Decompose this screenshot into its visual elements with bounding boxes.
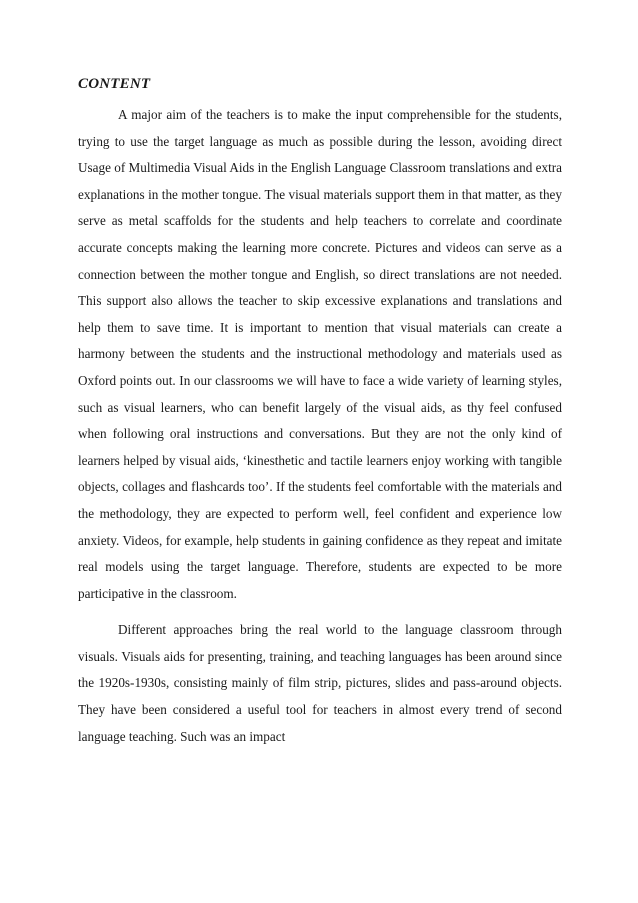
- document-body: [78, 74, 562, 750]
- section-heading: CONTENT: [78, 76, 151, 92]
- paragraph-1: A major aim of the teachers is to make the input comprehensible for the students, trying to use the target language as much as possible during the lesson, avoiding direct Usage of Multimedia Visual Aids in the English Language Classroom translations and extra explanations in the mother tongue. The visual materials support them in that matter, as they serve as metal scaffolds for the students and help teachers to correlate and coordinate accurate concepts making the learning more concrete. Pictures and videos can serve as a connection between the mother tongue and English, so direct translations are not needed. This support also allows the teacher to skip excessive explanations and translations and help them to save time. It is important to mention that visual materials can create a harmony between the students and the instructional methodology and materials used as Oxford points out. In our classrooms we will have to face a wide variety of learning styles, such as visual learners, who can benefit largely of the visual aids, as thy feel confused when following oral instructions and conversations. But they are not the only kind of learners helped by visual aids, ‘kinesthetic and tactile learners enjoy working with tangible objects, collages and flashcards too’. If the students feel comfortable with the materials and the methodology, they are expected to perform well, feel confident and experience low anxiety. Videos, for example, help students in gaining confidence as they repeat and imitate real models using the target language. Therefore, students are expected to be more participative in the classroom.: [78, 107, 562, 601]
- paragraph-2: Different approaches bring the real world to the language classroom through visuals. Visuals aids for presenting, training, and teaching languages has been around since the 1920s-1930s, consisting mainly of film strip, pictures, slides and pass-around objects. They have been considered a useful tool for teachers in almost every trend of second language teaching. Such was an impact: [78, 622, 562, 744]
